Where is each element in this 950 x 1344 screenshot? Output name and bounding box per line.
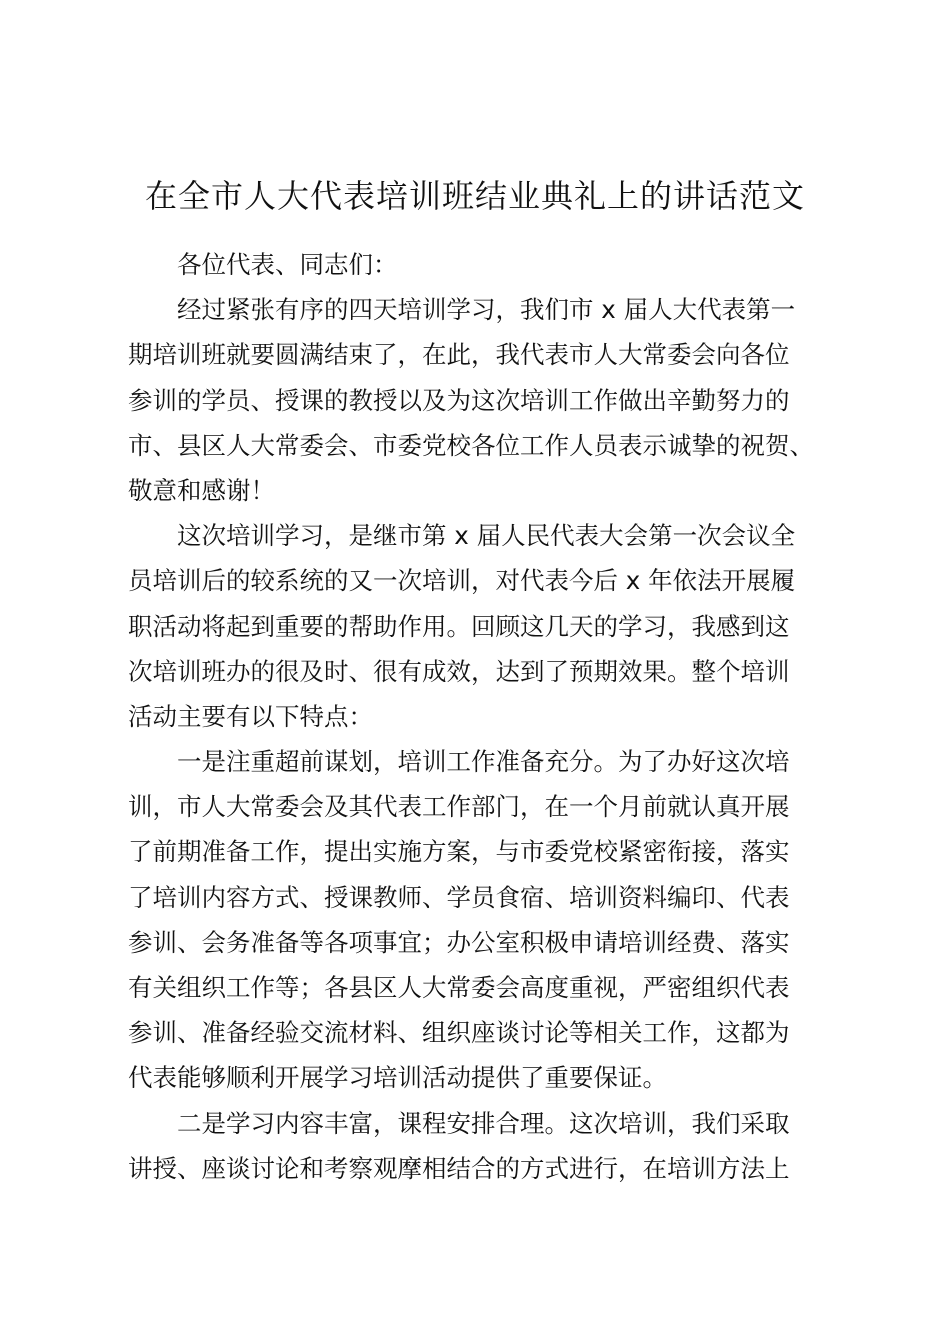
paragraph-2-line-1: 这次培训学习，是继市第 x 届人民代表大会第一次会议全 [177,521,796,551]
paragraph-1-line-5: 敬意和感谢！ [128,475,275,505]
paragraph-3-line-2: 训，市人大常委会及其代表工作部门，在一个月前就认真开展 [128,792,790,822]
paragraph-3-line-4: 了培训内容方式、授课教师、学员食宿、培训资料编印、代表 [128,882,790,912]
paragraph-3-line-3: 了前期准备工作，提出实施方案，与市委党校紧密衔接，落实 [128,837,790,867]
paragraph-2-line-4: 次培训班办的很及时、很有成效，达到了预期效果。整个培训 [128,656,790,686]
paragraph-3-line-6: 有关组织工作等；各县区人大常委会高度重视，严密组织代表 [128,973,790,1002]
paragraph-1-line-4: 市、县区人大常委会、市委党校各位工作人员表示诚挚的祝贺、 [128,430,814,460]
paragraph-3-line-7: 参训、准备经验交流材料、组织座谈讨论等相关工作，这都为 [128,1018,790,1048]
paragraph-2-line-5: 活动主要有以下特点： [128,701,373,731]
paragraph-3-line-1: 一是注重超前谋划，培训工作准备充分。为了办好这次培 [177,747,790,777]
salutation-line: 各位代表、同志们： [177,250,398,279]
document-title: 在全市人大代表培训班结业典礼上的讲话范文 [144,177,805,215]
paragraph-1-line-2: 期培训班就要圆满结束了，在此，我代表市人大常委会向各位 [128,340,790,370]
paragraph-4-line-2: 讲授、座谈讨论和考察观摩相结合的方式进行，在培训方法上 [128,1153,790,1183]
paragraph-4-line-1: 二是学习内容丰富，课程安排合理。这次培训，我们采取 [177,1108,790,1138]
paragraph-2-line-2: 员培训后的较系统的又一次培训，对代表今后 x 年依法开展履 [128,566,796,596]
paragraph-1-line-3: 参训的学员、授课的教授以及为这次培训工作做出辛勤努力的 [128,385,790,415]
document-body [128,242,828,1191]
paragraph-3-line-8: 代表能够顺利开展学习培训活动提供了重要保证。 [128,1063,667,1093]
paragraph-2-line-3: 职活动将起到重要的帮助作用。回顾这几天的学习，我感到这 [128,611,790,641]
paragraph-3-line-5: 参训、会务准备等各项事宜；办公室积极申请培训经费、落实 [128,927,790,957]
paragraph-1-line-1: 经过紧张有序的四天培训学习，我们市 x 届人大代表第一 [177,295,796,325]
